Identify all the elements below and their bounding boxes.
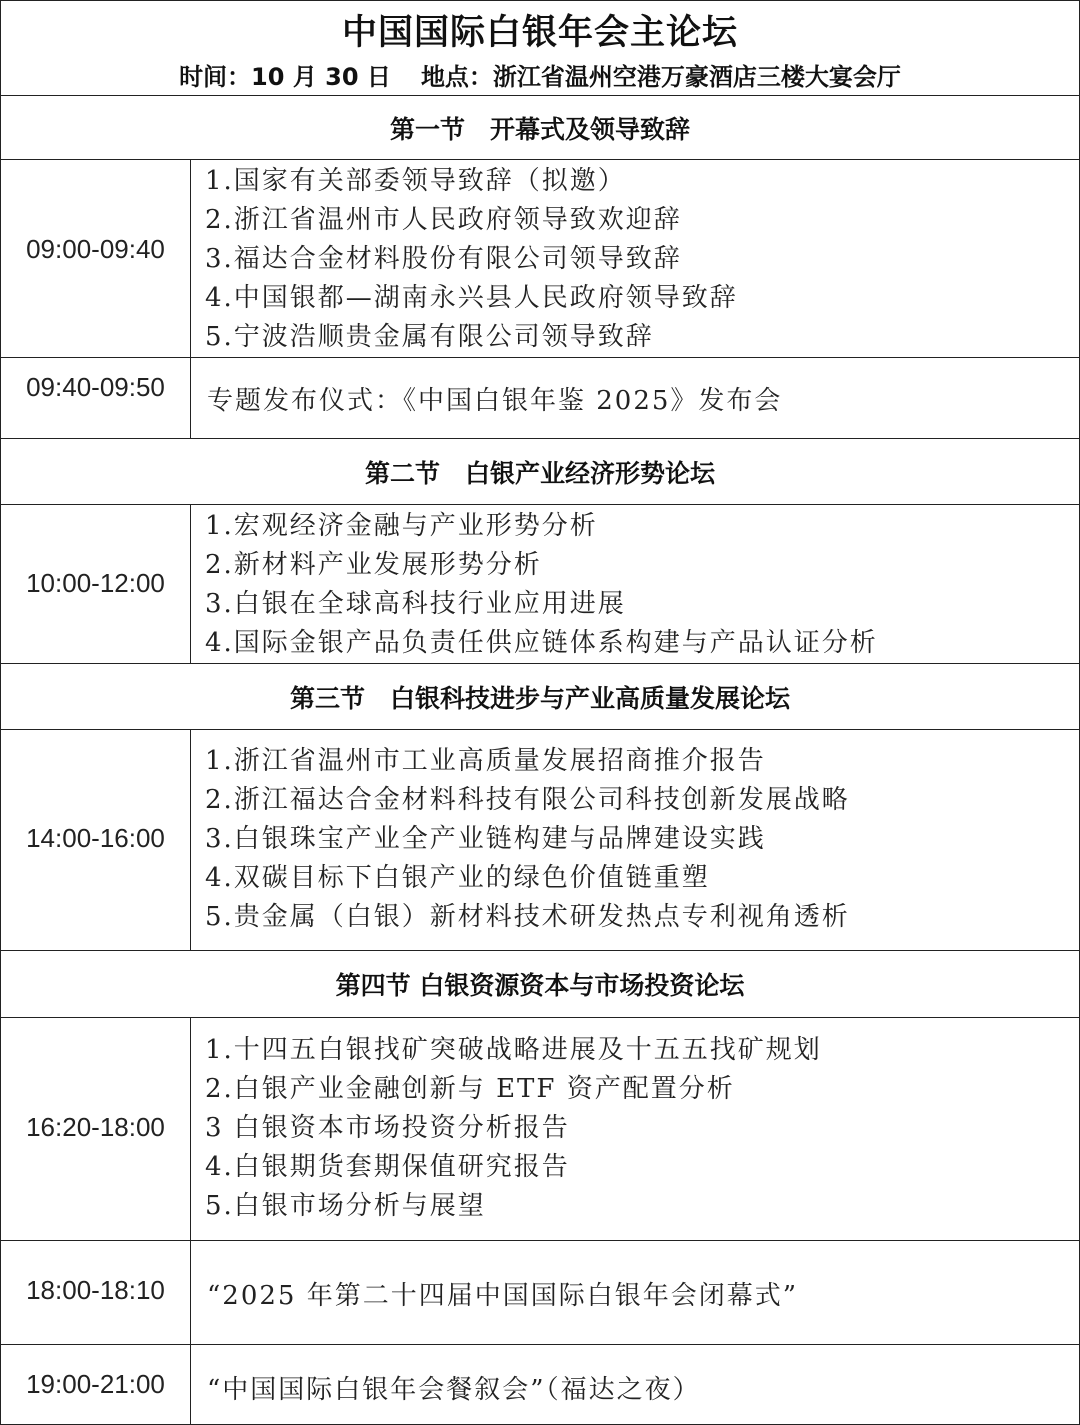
agenda-item: 3 白银资本市场投资分析报告	[205, 1113, 570, 1143]
session-time: 09:00-09:40	[26, 234, 165, 264]
agenda-item: 1.十四五白银找矿突破战略进展及十五五找矿规划	[205, 1035, 822, 1065]
session-time: 10:00-12:00	[26, 568, 165, 598]
section-header-1	[1, 96, 1079, 160]
session-row	[1, 1345, 1079, 1424]
agenda-item: 2.浙江福达合金材料科技有限公司科技创新发展战略	[205, 785, 850, 815]
session-time-cell	[1, 160, 191, 357]
section-title: 第三节 白银科技进步与产业高质量发展论坛	[289, 683, 790, 713]
event-location: 地点：浙江省温州空港万豪酒店三楼大宴会厅	[420, 63, 901, 91]
session-time: 09:40-09:50	[26, 372, 165, 402]
session-time-cell	[1, 1018, 191, 1240]
section-header-3	[1, 664, 1079, 730]
session-time-cell	[1, 505, 191, 663]
agenda-list	[205, 1031, 822, 1226]
section-title: 第四节 白银资源资本与市场投资论坛	[335, 971, 745, 1000]
agenda-item: 1.浙江省温州市工业高质量发展招商推介报告	[205, 746, 766, 776]
session-row	[1, 1018, 1079, 1241]
session-row	[1, 1241, 1079, 1345]
agenda-item: “中国国际白银年会餐叙会”（福达之夜）	[207, 1375, 701, 1405]
event-time: 时间：10 月 30 日	[179, 63, 391, 91]
section-title: 第二节 白银产业经济形势论坛	[364, 458, 715, 488]
agenda-item: 专题发布仪式：《中国白银年鉴 2025》发布会	[207, 386, 783, 416]
session-time: 19:00-21:00	[26, 1369, 165, 1399]
session-time-cell	[1, 1241, 191, 1344]
session-content	[191, 1241, 1079, 1344]
session-row	[1, 358, 1079, 439]
agenda-item: “2025 年第二十四届中国国际白银年会闭幕式”	[207, 1281, 799, 1311]
page-title: 中国国际白银年会主论坛	[341, 13, 738, 53]
session-time: 16:20-18:00	[26, 1112, 165, 1142]
agenda-item: 3.福达合金材料股份有限公司领导致辞	[205, 244, 682, 274]
session-content	[191, 160, 1079, 357]
agenda-item: 4.中国银都—湖南永兴县人民政府领导致辞	[205, 283, 738, 313]
session-time-cell	[1, 1345, 191, 1424]
section-header-2	[1, 439, 1079, 505]
agenda-item: 5.贵金属（白银）新材料技术研发热点专利视角透析	[205, 902, 850, 932]
agenda-list	[205, 507, 878, 663]
title-row	[1, 1, 1079, 96]
agenda-item: 5.宁波浩顺贵金属有限公司领导致辞	[205, 322, 654, 352]
agenda-item: 3.白银在全球高科技行业应用进展	[205, 589, 626, 619]
agenda-item: 3.白银珠宝产业全产业链构建与品牌建设实践	[205, 824, 766, 854]
section-title: 第一节 开幕式及领导致辞	[389, 114, 690, 144]
session-time: 18:00-18:10	[26, 1275, 165, 1305]
agenda-list	[205, 742, 850, 937]
agenda-item: 4.双碳目标下白银产业的绿色价值链重塑	[205, 863, 710, 893]
session-time: 14:00-16:00	[26, 823, 165, 853]
session-content	[191, 358, 1079, 438]
session-content	[191, 505, 1079, 663]
session-row	[1, 730, 1079, 951]
agenda-item: 1.宏观经济金融与产业形势分析	[205, 511, 598, 541]
event-info	[1, 57, 1079, 92]
agenda-item: 4.国际金银产品负责任供应链体系构建与产品认证分析	[205, 628, 878, 658]
agenda-item: 2.白银产业金融创新与 ETF 资产配置分析	[205, 1074, 735, 1104]
agenda-item: 2.新材料产业发展形势分析	[205, 550, 542, 580]
session-row	[1, 505, 1079, 664]
session-content	[191, 1345, 1079, 1424]
agenda-item: 1.国家有关部委领导致辞（拟邀）	[205, 166, 626, 196]
session-row	[1, 160, 1079, 358]
agenda-item: 5.白银市场分析与展望	[205, 1191, 486, 1221]
session-time-cell	[1, 730, 191, 950]
session-content	[191, 1018, 1079, 1240]
section-header-4	[1, 951, 1079, 1018]
agenda-item: 2.浙江省温州市人民政府领导致欢迎辞	[205, 205, 682, 235]
session-content	[191, 730, 1079, 950]
agenda-list	[205, 162, 738, 357]
session-time-cell	[1, 358, 191, 438]
agenda-item: 4.白银期货套期保值研究报告	[205, 1152, 570, 1182]
